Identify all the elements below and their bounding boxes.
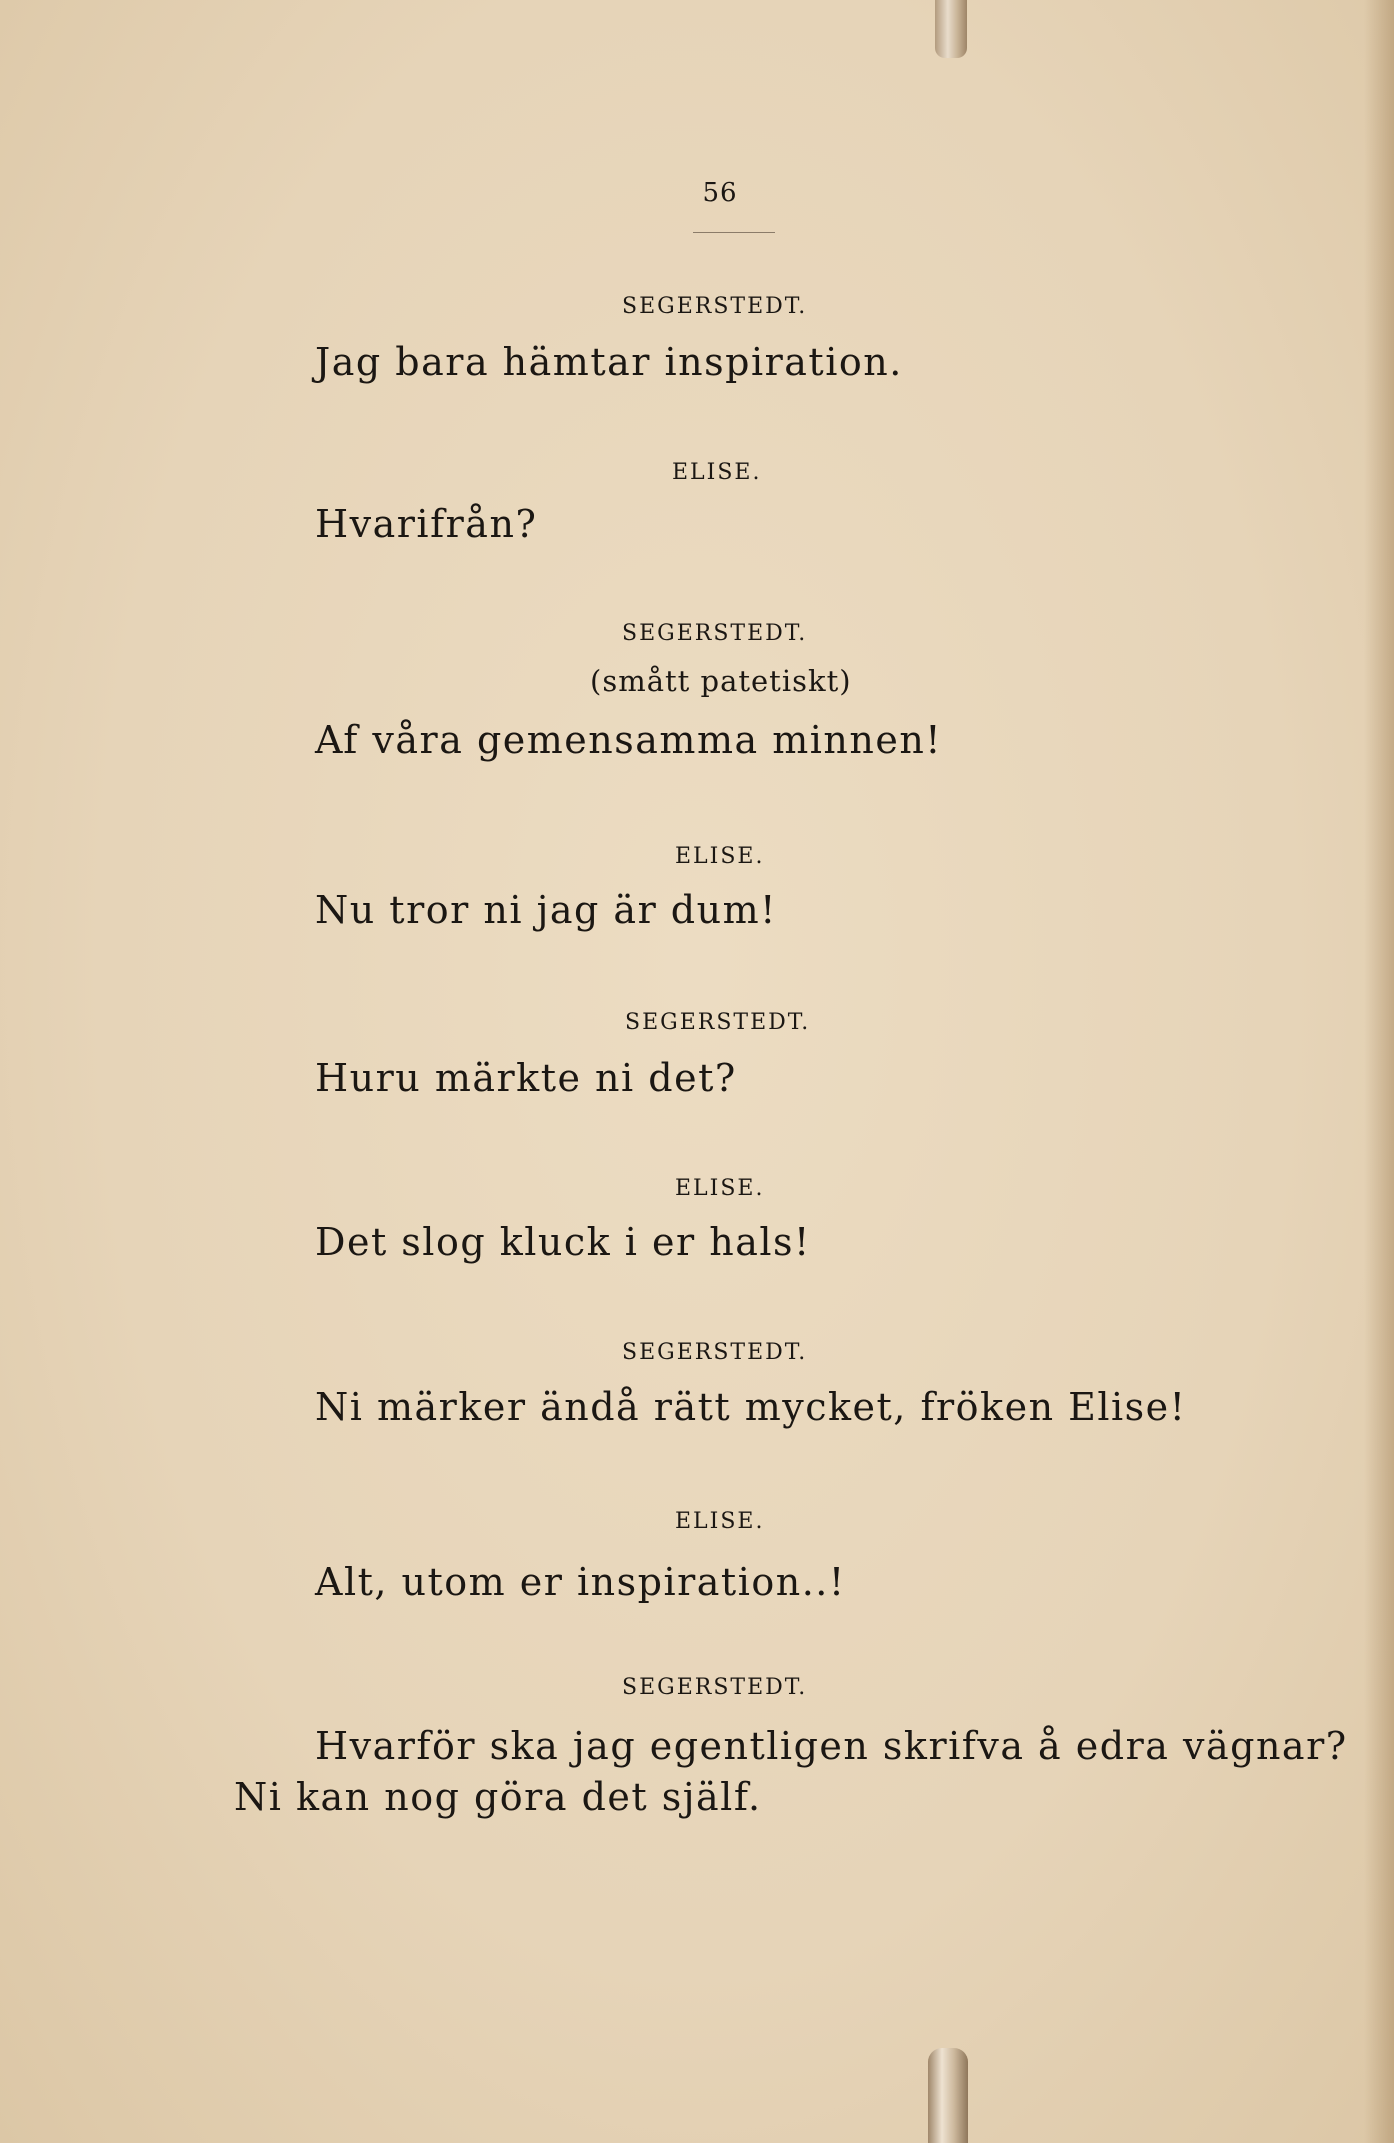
dialogue-line: Hvarifrån? — [315, 502, 538, 546]
speaker-name: SEGERSTEDT. — [625, 1010, 811, 1035]
dialogue-line: Jag bara hämtar inspiration. — [315, 340, 903, 384]
speaker-name: ELISE. — [675, 1509, 765, 1534]
dialogue-line: Hvarför ska jag egentligen skrifva å edra vägnar? — [315, 1724, 1348, 1768]
speaker-name: SEGERSTEDT. — [622, 294, 808, 319]
speaker-name: ELISE. — [675, 1176, 765, 1201]
page-edge-shadow — [1364, 0, 1394, 2143]
dialogue-line: Alt, utom er inspiration..! — [315, 1560, 846, 1604]
speaker-name: ELISE. — [672, 460, 762, 485]
speaker-name: SEGERSTEDT. — [622, 1675, 808, 1700]
dialogue-line: Nu tror ni jag är dum! — [315, 888, 777, 932]
page-number: 56 — [702, 178, 738, 208]
dialogue-line: Det slog kluck i er hals! — [315, 1220, 811, 1264]
binding-tab-bottom — [928, 2048, 968, 2143]
dialogue-line: Ni märker ändå rätt mycket, fröken Elise! — [315, 1385, 1187, 1429]
dialogue-line-continuation: Ni kan nog göra det själf. — [234, 1775, 762, 1819]
speaker-name: SEGERSTEDT. — [622, 621, 808, 646]
dialogue-line: Af våra gemensamma minnen! — [315, 718, 943, 762]
binding-tab-top — [935, 0, 967, 58]
dialogue-line: Huru märkte ni det? — [315, 1056, 737, 1100]
page-number-rule — [693, 232, 775, 233]
stage-direction: (smått patetiskt) — [590, 664, 852, 698]
speaker-name: SEGERSTEDT. — [622, 1340, 808, 1365]
speaker-name: ELISE. — [675, 844, 765, 869]
